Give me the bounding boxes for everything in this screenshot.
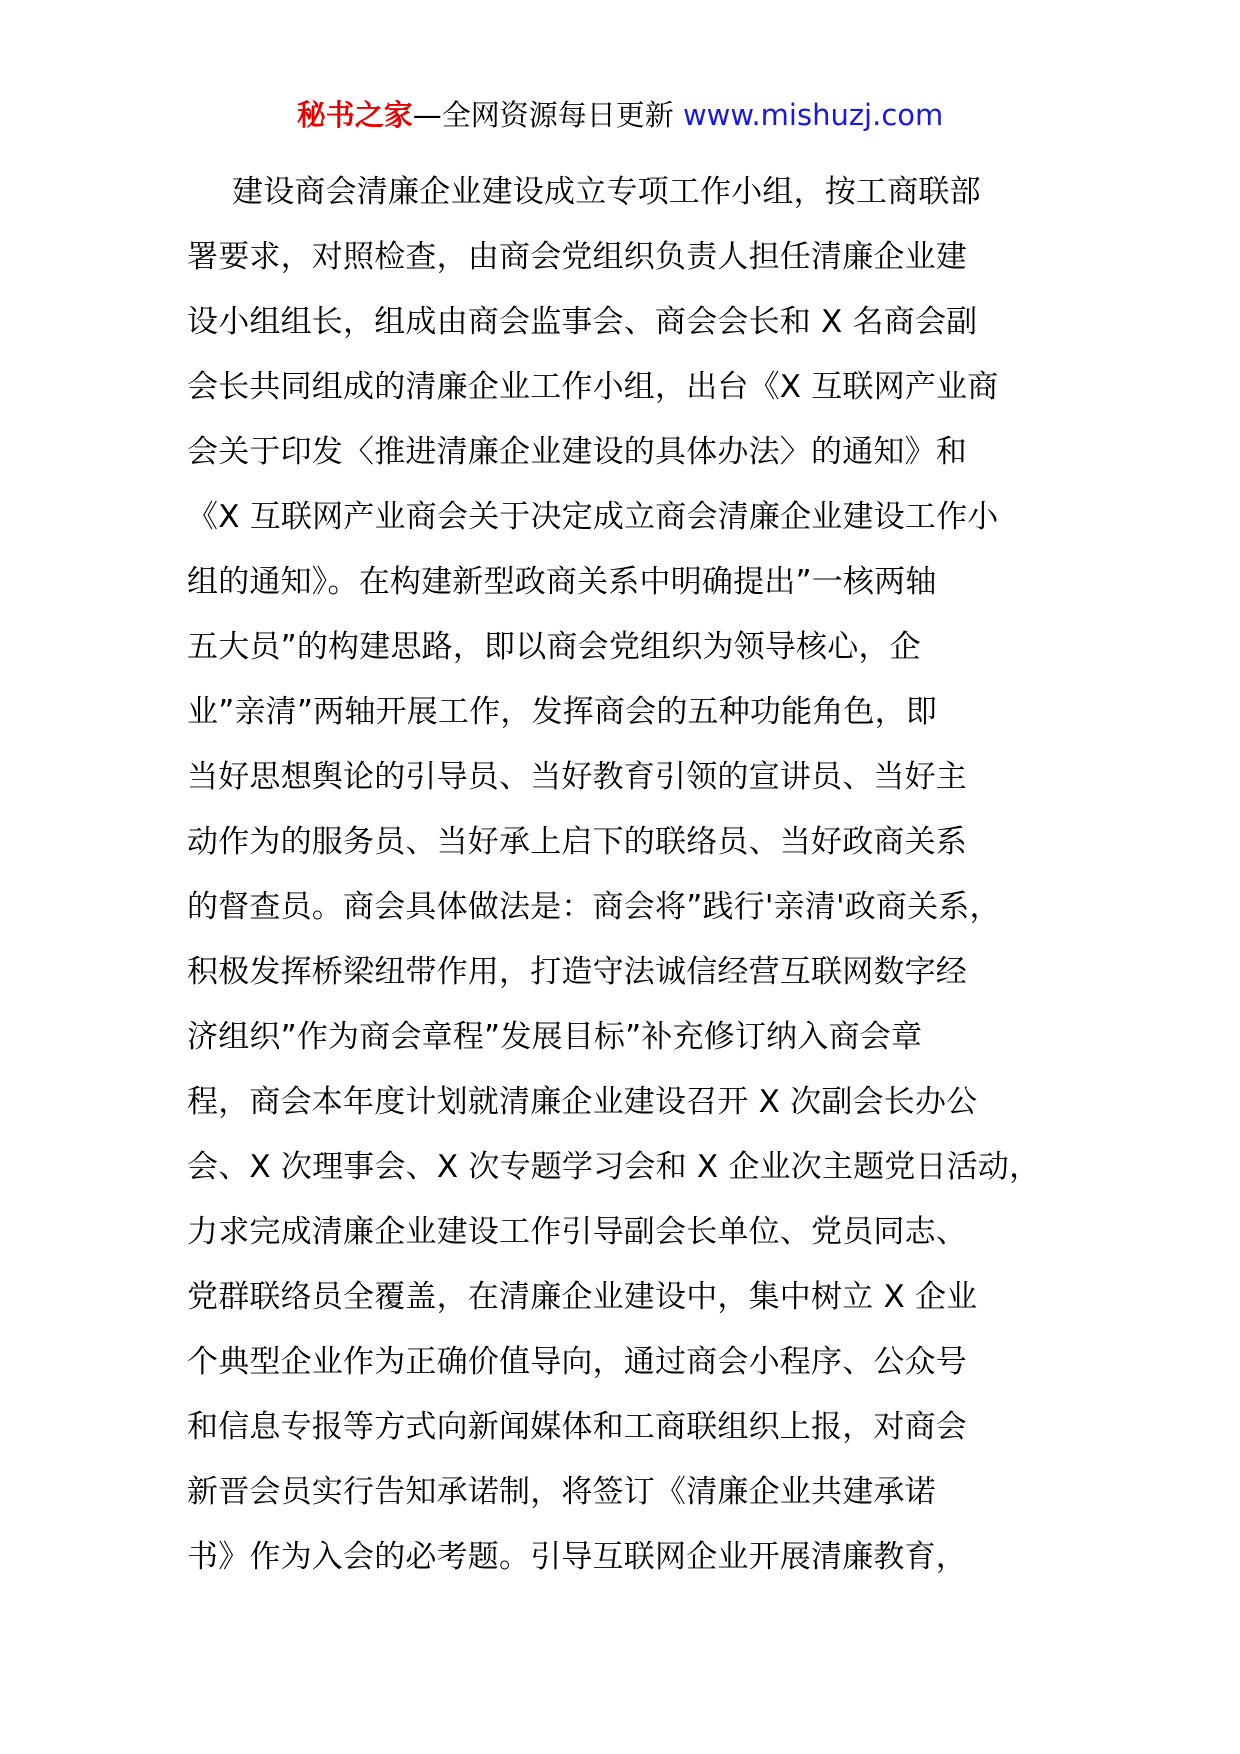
document-body [187, 165, 1087, 1595]
text-line: 会关于印发〈推进清廉企业建设的具体办法〉的通知》和 [187, 434, 967, 470]
text-line: 五大员”的构建思路，即以商会党组织为领导核心，企 [187, 629, 921, 665]
text-line: 组的通知》。在构建新型政商关系中明确提出”一核两轴 [187, 564, 937, 600]
text-line: 当好思想舆论的引导员、当好教育引领的宣讲员、当好主 [187, 759, 967, 795]
site-tagline: —全网资源每日更新 [412, 98, 683, 132]
text-line: 建设商会清廉企业建设成立专项工作小组，按工商联部 [232, 174, 981, 210]
text-line: 业”亲清”两轴开展工作，发挥商会的五种功能角色，即 [187, 694, 938, 730]
text-line: 济组织”作为商会章程”发展目标”补充修订纳入商会章 [187, 1019, 923, 1055]
text-line: 力求完成清廉企业建设工作引导副会长单位、党员同志、 [187, 1214, 967, 1250]
text-line: 设小组组长，组成由商会监事会、商会会长和 X 名商会副 [187, 304, 978, 340]
text-line: 会、X 次理事会、X 次专题学习会和 X 企业次主题党日活动， [187, 1149, 1041, 1185]
page-header [0, 95, 1240, 135]
text-line: 动作为的服务员、当好承上启下的联络员、当好政商关系 [187, 824, 967, 860]
text-line: 书》作为入会的必考题。引导互联网企业开展清廉教育， [187, 1539, 967, 1575]
text-line: 党群联络员全覆盖，在清廉企业建设中，集中树立 X 企业 [187, 1279, 978, 1315]
text-line: 个典型企业作为正确价值导向，通过商会小程序、公众号 [187, 1344, 967, 1380]
text-line: 的督查员。商会具体做法是：商会将”践行'亲清'政商关系， [187, 889, 1001, 925]
text-line: 新晋会员实行告知承诺制，将签订《清廉企业共建承诺 [187, 1474, 936, 1510]
text-line: 会长共同组成的清廉企业工作小组，出台《X 互联网产业商 [187, 369, 999, 405]
text-line: 署要求，对照检查，由商会党组织负责人担任清廉企业建 [187, 239, 967, 275]
text-line: 和信息专报等方式向新闻媒体和工商联组织上报，对商会 [187, 1409, 967, 1445]
text-line: 积极发挥桥梁纽带作用，打造守法诚信经营互联网数字经 [187, 954, 967, 990]
site-brand: 秘书之家 [296, 98, 413, 132]
text-line: 程，商会本年度计划就清廉企业建设召开 X 次副会长办公 [187, 1084, 978, 1120]
site-url-link[interactable]: www.mishuzj.com [682, 98, 944, 132]
text-line: 《X 互联网产业商会关于决定成立商会清廉企业建设工作小 [187, 499, 999, 535]
